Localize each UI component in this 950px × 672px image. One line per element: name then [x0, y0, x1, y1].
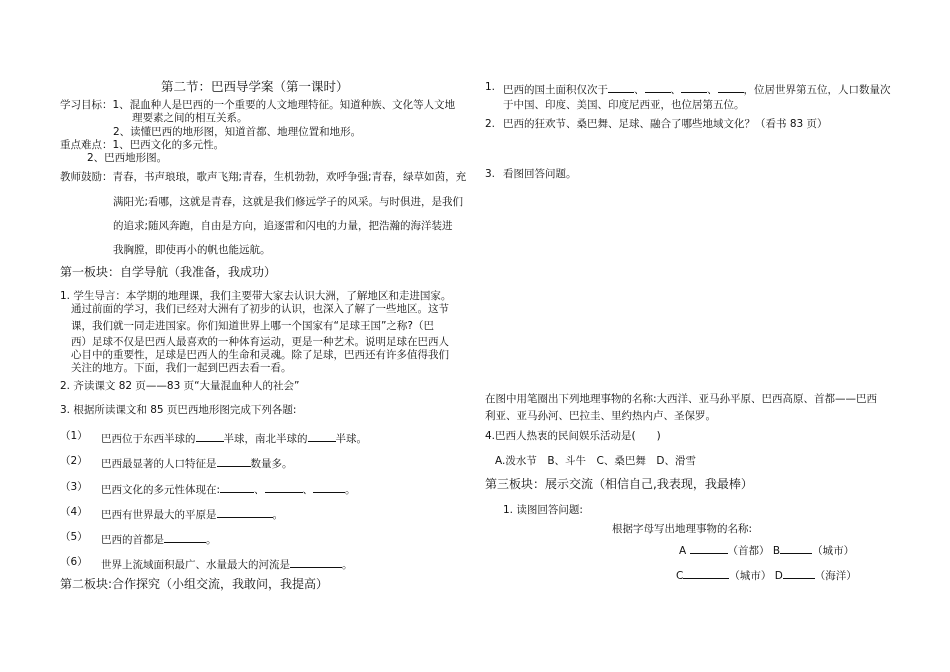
q1-blank-1[interactable]: [196, 430, 224, 442]
learning-goal-1-cont: 理要素之间的相互关系。: [132, 112, 248, 124]
read-map-instruction: 1. 读图回答问题:: [503, 504, 583, 516]
task-instruction: 3. 根据所读课文和 85 页巴西地形图完成下列各题:: [60, 404, 297, 416]
key-point-1: 重点难点：1、巴西文化的多元性。: [60, 139, 225, 151]
r3-number: 3.: [485, 168, 496, 180]
q3-number: （3）: [60, 481, 88, 493]
q3-blank-3[interactable]: [313, 481, 345, 493]
encourage-line-4: 我胸膛，即使再小的帆也能远航。: [113, 244, 271, 256]
q6-number: （6）: [60, 556, 88, 568]
q3-text: 巴西文化的多元性体现在: 、 、 。: [101, 481, 356, 497]
intro-line-2: 通过前面的学习，我们已经对大洲有了初步的认识，也深入了解了一些地区。这节: [71, 303, 449, 315]
reading-instruction: 2. 齐读课文 82 页——83 页“大量混血种人的社会”: [60, 380, 300, 392]
r1-blank-1[interactable]: [608, 81, 634, 93]
encourage-line-2: 满阳光;看哪，这就是青春，这就是我们修远学子的风采。与时俱进，是我们: [113, 196, 464, 208]
r3-text: 看图回答问题。: [503, 168, 577, 180]
r1-blank-3[interactable]: [681, 81, 707, 93]
encourage-line-3: 的追求;随风奔跑，自由是方向，追逐雷和闪电的力量，把浩瀚的海洋装进: [113, 220, 453, 232]
q4-text: 巴西有世界最大的平原是 。: [101, 506, 283, 522]
q3-blank-2[interactable]: [265, 481, 303, 493]
q6-text: 世界上流域面积最广、水量最大的河流是 。: [101, 556, 353, 572]
q5-blank[interactable]: [164, 531, 206, 543]
q3-blank-1[interactable]: [220, 481, 254, 493]
q2-blank[interactable]: [217, 455, 251, 467]
q5-text: 巴西的首都是 。: [101, 531, 217, 547]
section-heading-2: 第二板块:合作探究（小组交流，我敢问，我提高）: [60, 577, 329, 591]
answer-b-blank[interactable]: [780, 542, 812, 554]
intro-line-6: 关注的地方。下面，我们一起到巴西去看一看。: [71, 362, 292, 374]
r2-number: 2.: [485, 118, 496, 130]
intro-line-5: 心目中的重要性，足球是巴西人的生命和灵魂。除了足球，巴西还有许多值得我们: [71, 349, 449, 361]
q5-number: （5）: [60, 531, 88, 543]
q1-text: 巴西位于东西半球的 半球，南北半球的 半球。: [101, 430, 367, 446]
map-mark-instruction-2: 利亚、亚马孙河、巴拉圭、里约热内卢、圣保罗。: [485, 410, 716, 422]
q6-blank[interactable]: [290, 556, 342, 568]
map-mark-instruction-1: 在图中用笔圈出下列地理事物的名称:大西洋、亚马孙平原、巴西高原、首都——巴西: [485, 393, 878, 405]
answer-row-cd: C （城市） D （海洋）: [676, 567, 857, 583]
r1-blank-2[interactable]: [645, 81, 671, 93]
learning-goal-2: 2、读懂巴西的地形图，知道首都、地理位置和地形。: [113, 126, 362, 138]
answer-a-blank[interactable]: [690, 542, 728, 554]
learning-goal-1: 学习目标：1、混血种人是巴西的一个重要的人文地理特征。知道种族、文化等人文地: [60, 99, 456, 111]
key-point-2: 2、巴西地形图。: [87, 152, 168, 164]
page-title: 第二节：巴西导学案（第一课时）: [161, 79, 349, 94]
r1-number: 1.: [485, 81, 496, 93]
section-heading-1: 第一板块：自学导航（我准备，我成功）: [60, 265, 277, 279]
r2-text: 巴西的狂欢节、桑巴舞、足球、融合了哪些地域文化？（看书 83 页）: [503, 118, 828, 130]
r4-question: 4.巴西人热衷的民间娱乐活动是( ): [485, 430, 661, 442]
q1-blank-2[interactable]: [308, 430, 336, 442]
encourage-line-1: 教师鼓励：青春，书声琅琅，歌声飞翔;青春，生机勃勃，欢呼争强;青春，绿草如茵，充: [60, 171, 467, 183]
q2-text: 巴西最显著的人口特征是 数量多。: [101, 455, 293, 471]
answer-d-blank[interactable]: [783, 567, 815, 579]
r1-blank-4[interactable]: [718, 81, 744, 93]
q2-number: （2）: [60, 455, 88, 467]
intro-line-3: 课，我们就一同走进国家。你们知道世界上哪一个国家有“足球王国”之称?（巴: [71, 320, 434, 332]
r1-text: 巴西的国土面积仅次于 、 、 、 ，位居世界第五位，人口数量次: [503, 81, 891, 97]
answer-row-ab: A （首都） B （城市）: [679, 542, 854, 558]
q4-blank[interactable]: [217, 506, 273, 518]
answer-c-blank[interactable]: [683, 567, 729, 579]
q1-number: （1）: [60, 430, 88, 442]
intro-line-1: 1. 学生导言：本学期的地理课，我们主要带大家去认识大洲，了解地区和走进国家。: [60, 290, 452, 302]
r1-text-cont: 于中国、印度、美国、印度尼西亚，也位居第五位。: [503, 99, 745, 111]
intro-line-4: 西）足球不仅是巴西人最喜欢的一种体育运动，更是一种艺术。说明足球在巴西人: [71, 336, 449, 348]
q4-number: （4）: [60, 506, 88, 518]
write-names-instruction: 根据字母写出地理事物的名称:: [612, 523, 753, 535]
section-heading-3: 第三板块：展示交流（相信自己,我表现，我最棒）: [485, 477, 753, 491]
r4-options: A.泼水节 B、斗牛 C、桑巴舞 D、滑雪: [495, 455, 696, 467]
